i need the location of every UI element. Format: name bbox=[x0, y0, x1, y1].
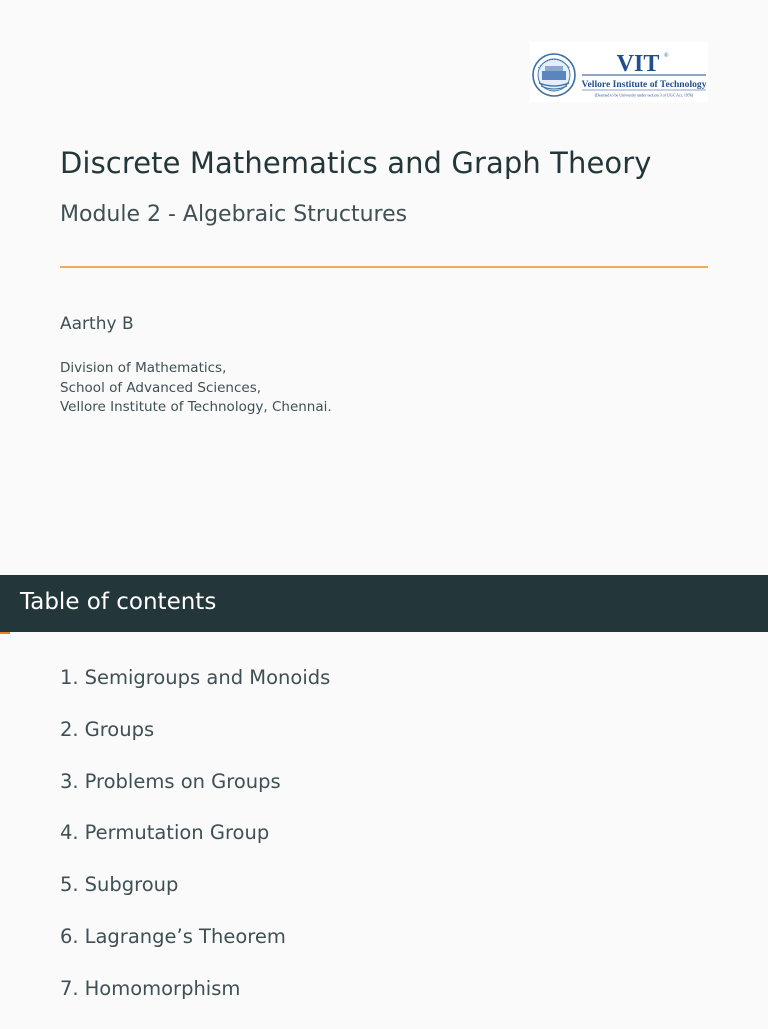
toc-item-groups[interactable] bbox=[60, 718, 330, 770]
svg-text:®: ® bbox=[664, 53, 669, 59]
toc-item-label: Subgroup bbox=[84, 873, 179, 897]
toc-item-number: 6. bbox=[60, 924, 79, 948]
toc-item-subgroup[interactable] bbox=[60, 873, 330, 925]
toc-item-number: 5. bbox=[60, 873, 79, 897]
toc-item-semigroups-and-monoids[interactable] bbox=[60, 666, 330, 718]
affiliation-line: Division of Mathematics, bbox=[60, 360, 227, 376]
vit-logo-full-name: Vellore Institute of Technology bbox=[581, 79, 707, 90]
progress-bar bbox=[0, 632, 10, 634]
toc-heading: Table of contents bbox=[20, 589, 217, 615]
vit-logo-graphic bbox=[530, 42, 708, 102]
toc-item-label: Groups bbox=[84, 717, 155, 741]
vit-logo-tagline: (Deemed to be University under section 3 of UGC Act, 1956) bbox=[594, 92, 694, 98]
toc-list bbox=[60, 666, 330, 1029]
author-affiliation bbox=[60, 359, 332, 418]
vit-seal-icon bbox=[533, 54, 575, 96]
toc-item-label: Homomorphism bbox=[84, 976, 241, 1000]
toc-item-number: 2. bbox=[60, 717, 79, 741]
toc-item-label: Lagrange’s Theorem bbox=[84, 924, 286, 948]
toc-item-lagranges-theorem[interactable] bbox=[60, 925, 330, 977]
affiliation-line: School of Advanced Sciences, bbox=[60, 379, 262, 396]
author-name: Aarthy B bbox=[60, 314, 134, 334]
toc-item-label: Problems on Groups bbox=[84, 769, 281, 793]
presentation-title: Discrete Mathematics and Graph Theory bbox=[60, 146, 652, 180]
toc-slide bbox=[0, 575, 768, 1024]
presentation-subtitle: Module 2 - Algebraic Structures bbox=[60, 202, 408, 227]
affiliation-line: Vellore Institute of Technology, Chennai. bbox=[60, 399, 332, 415]
toc-item-number: 7. bbox=[60, 976, 79, 1000]
toc-item-label: Permutation Group bbox=[84, 821, 270, 845]
toc-item-permutation-group[interactable] bbox=[60, 821, 330, 873]
title-divider bbox=[60, 266, 708, 268]
frame-title-bar bbox=[0, 575, 768, 632]
vit-logo-name: VIT bbox=[616, 51, 660, 77]
toc-item-homomorphism[interactable] bbox=[60, 977, 330, 1029]
toc-item-number: 1. bbox=[60, 666, 79, 689]
toc-item-number: 3. bbox=[60, 769, 79, 793]
vit-logo bbox=[530, 42, 708, 102]
toc-item-problems-on-groups[interactable] bbox=[60, 770, 330, 822]
toc-item-label: Semigroups and Monoids bbox=[84, 666, 331, 689]
toc-item-number: 4. bbox=[60, 821, 79, 845]
